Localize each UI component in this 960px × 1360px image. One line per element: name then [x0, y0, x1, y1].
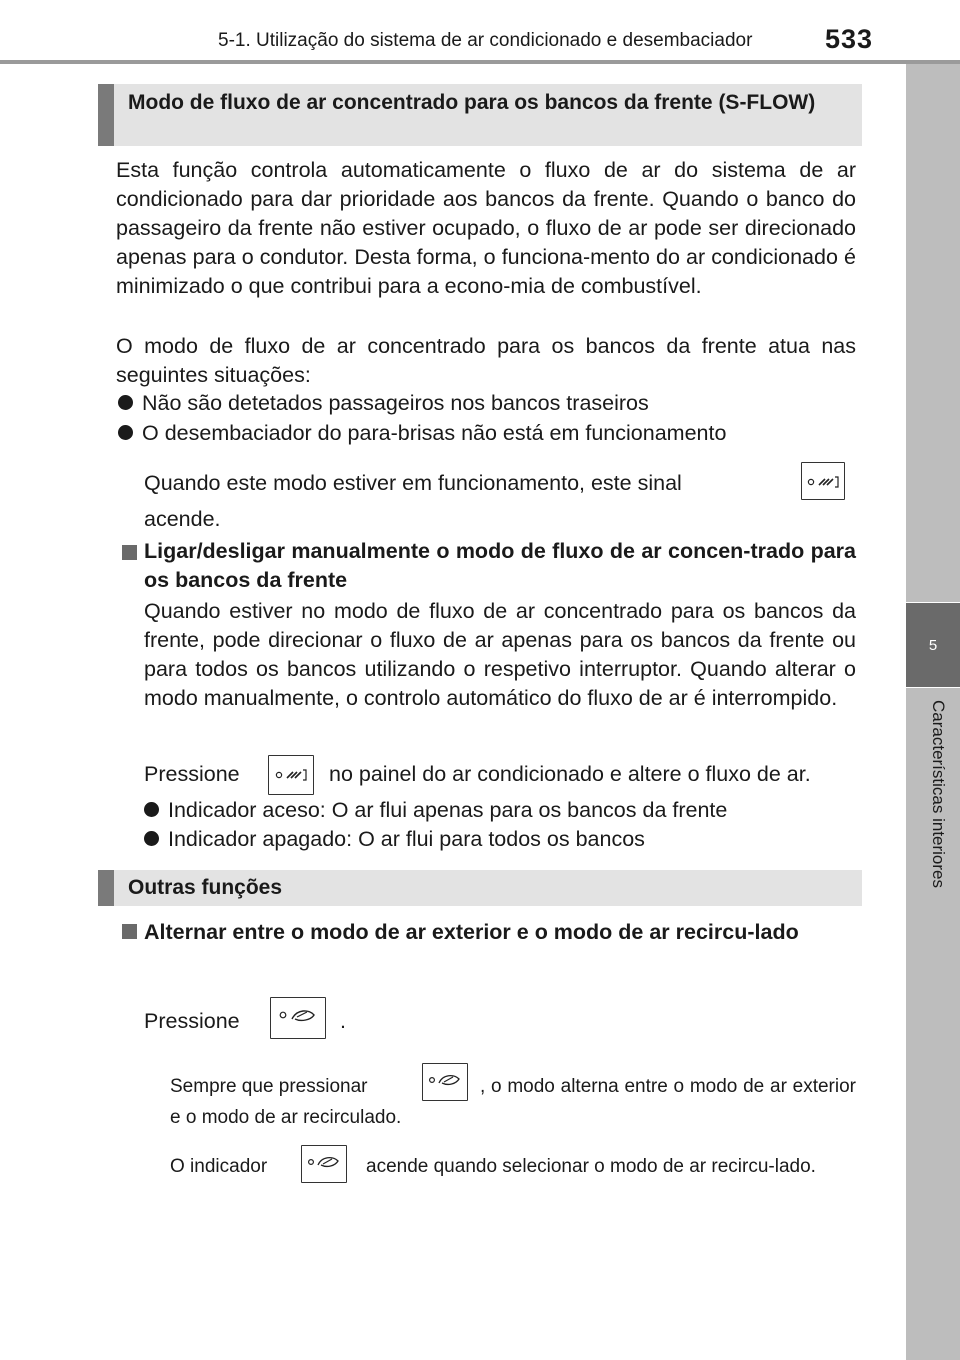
note1-lead: Sempre que pressionar: [170, 1076, 368, 1097]
recirculation-button-icon: [270, 997, 326, 1039]
toggle-heading: Alternar entre o modo de ar exterior e o modo de ar recircu-lado: [144, 920, 799, 944]
header-rule: [0, 60, 960, 64]
side-tab-upper: [906, 64, 960, 602]
indicator-text: Quando este modo estiver em funcionamento, este sinal: [144, 471, 682, 495]
square-bullet-icon: [122, 924, 137, 939]
note2-lead: O indicador: [170, 1156, 268, 1177]
press-label: Pressione: [144, 762, 240, 786]
manual-heading: Ligar/desligar manualmente o modo de fluxo de ar concen-trado para os bancos da frente: [144, 539, 856, 592]
list-item: Não são detetados passageiros nos bancos traseiros: [118, 389, 649, 418]
sflow-situations-lead: O modo de fluxo de ar concentrado para os bancos da frente atua nas seguintes situações:: [116, 334, 856, 387]
press-period: .: [340, 1009, 346, 1033]
bullet-icon: [144, 802, 159, 817]
header-section-title: 5-1. Utilização do sistema de ar condicionado e desembaciador: [218, 30, 753, 51]
bullet-icon: [118, 395, 133, 410]
note1-text: , o modo alterna entre o modo de ar exterior e o modo de ar recirculado.: [170, 1076, 856, 1128]
list-item: Indicador apagado: O ar flui para todos os bancos: [144, 825, 645, 854]
indicator-text-end: acende.: [144, 507, 221, 531]
chapter-number: 5: [906, 603, 960, 687]
note2-text: acende quando selecionar o modo de ar recircu-lado.: [366, 1156, 816, 1177]
s-flow-button-icon: [268, 755, 314, 795]
page-number: 533: [825, 24, 874, 54]
s-flow-indicator-icon: [801, 462, 845, 500]
manual-text: Quando estiver no modo de fluxo de ar concentrado para os bancos da frente, pode direcionar o fluxo de ar apenas para os bancos da frente ou para todos os bancos utilizando o respetivo interruptor. Quando alterar o modo manualmente, o controlo automático do fluxo de ar é interrompido.: [144, 599, 856, 710]
list-item: O desembaciador do para-brisas não está em funcionamento: [118, 419, 726, 448]
square-bullet-icon: [122, 545, 137, 560]
list-item: Indicador aceso: O ar flui apenas para os bancos da frente: [144, 796, 727, 825]
press-label: Pressione: [144, 1009, 240, 1033]
sflow-intro: Esta função controla automaticamente o fluxo de ar do sistema de ar condicionado para dar prioridade aos bancos da frente. Quando o banco do passageiro da frente não estiver ocupado, o fluxo de ar pode ser direcionado apenas para o condutor. Desta forma, o funciona-mento do ar condicionado é minimizado o que contribui para a econo-mia de combustível.: [116, 158, 856, 298]
bullet-icon: [118, 425, 133, 440]
section-heading-sflow: Modo de fluxo de ar concentrado para os bancos da frente (S-FLOW): [98, 84, 862, 146]
section-heading-other: Outras funções: [98, 870, 862, 906]
press-instruction: no painel do ar condicionado e altere o fluxo de ar.: [329, 762, 811, 786]
bullet-icon: [144, 831, 159, 846]
chapter-title: Características interiores: [929, 700, 948, 889]
